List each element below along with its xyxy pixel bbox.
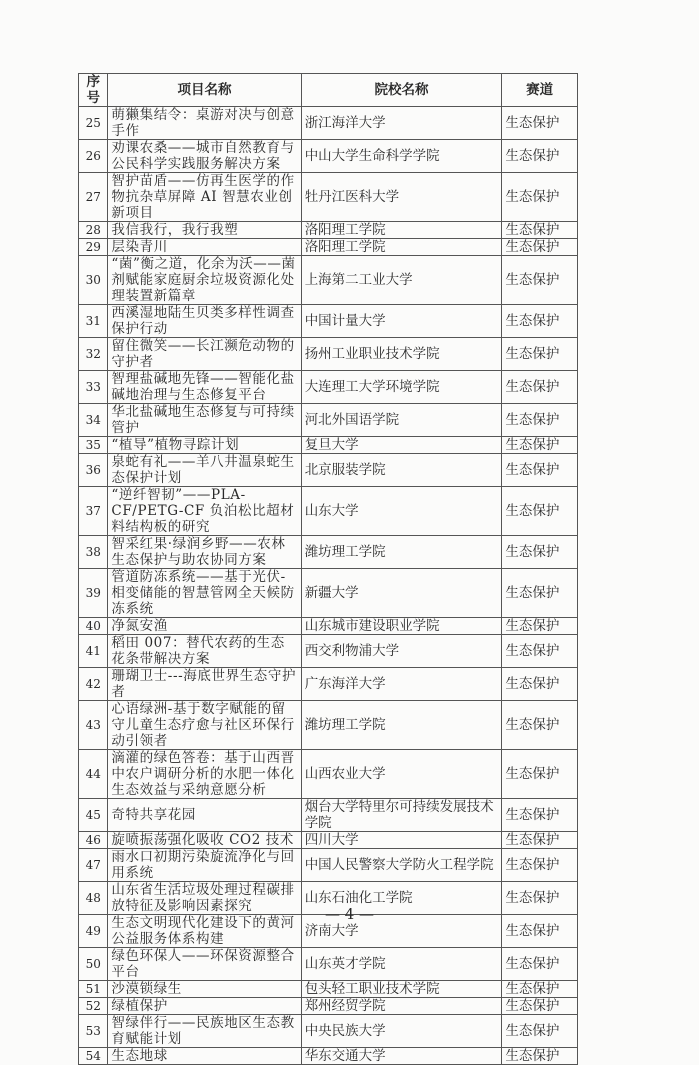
school-name: 山东城市建设职业学院	[301, 618, 502, 635]
row-index: 36	[79, 454, 108, 487]
school-name: 西交利物浦大学	[301, 635, 502, 668]
school-name: 潍坊理工学院	[301, 701, 502, 750]
school-name: 郑州经贸学院	[301, 998, 502, 1015]
project-name: 华北盐碱地生态修复与可持续管护	[108, 404, 301, 437]
track: 生态保护	[502, 569, 578, 618]
track: 生态保护	[502, 750, 578, 799]
table-row	[79, 849, 578, 882]
table-row	[79, 256, 578, 305]
project-name: 智采红果·绿润乡野——农林生态保护与助农协同方案	[108, 536, 301, 569]
header-project-name: 项目名称	[108, 74, 301, 107]
row-index: 42	[79, 668, 108, 701]
track: 生态保护	[502, 948, 578, 981]
project-name: 智理盐碱地先锋——智能化盐碱地治理与生态修复平台	[108, 371, 301, 404]
track: 生态保护	[502, 437, 578, 454]
project-name: 泉蛇有礼——羊八井温泉蛇生态保护计划	[108, 454, 301, 487]
track: 生态保护	[502, 173, 578, 222]
track: 生态保护	[502, 635, 578, 668]
school-name: 扬州工业职业技术学院	[301, 338, 502, 371]
table-row	[79, 981, 578, 998]
school-name: 烟台大学特里尔可持续发展技术学院	[301, 799, 502, 832]
school-name: 华东交通大学	[301, 1048, 502, 1065]
row-index: 48	[79, 882, 108, 915]
row-index: 33	[79, 371, 108, 404]
project-name: 绿植保护	[108, 998, 301, 1015]
row-index: 50	[79, 948, 108, 981]
track: 生态保护	[502, 1015, 578, 1048]
track: 生态保护	[502, 222, 578, 239]
project-name: “菌”衡之道，化余为沃——菌剂赋能家庭厨余垃圾资源化处理装置新篇章	[108, 256, 301, 305]
project-name: 沙漠锁绿生	[108, 981, 301, 998]
row-index: 34	[79, 404, 108, 437]
header-index: 序号	[79, 74, 108, 107]
school-name: 北京服装学院	[301, 454, 502, 487]
track: 生态保护	[502, 618, 578, 635]
school-name: 山西农业大学	[301, 750, 502, 799]
row-index: 41	[79, 635, 108, 668]
track: 生态保护	[502, 404, 578, 437]
track: 生态保护	[502, 981, 578, 998]
project-name: 萌獭集结令：桌游对决与创意手作	[108, 107, 301, 140]
track: 生态保护	[502, 668, 578, 701]
table-row	[79, 832, 578, 849]
school-name: 洛阳理工学院	[301, 222, 502, 239]
table-row	[79, 487, 578, 536]
table-row	[79, 948, 578, 981]
school-name: 中国人民警察大学防火工程学院	[301, 849, 502, 882]
row-index: 25	[79, 107, 108, 140]
table-row	[79, 569, 578, 618]
track: 生态保护	[502, 882, 578, 915]
table-row	[79, 239, 578, 256]
header-school-name: 院校名称	[301, 74, 502, 107]
project-name: 智绿伴行——民族地区生态教育赋能计划	[108, 1015, 301, 1048]
project-name: 珊瑚卫士---海底世界生态守护者	[108, 668, 301, 701]
row-index: 47	[79, 849, 108, 882]
project-name: “逆纤智韧”——PLA-CF/PETG-CF 负泊松比超材料结构板的研究	[108, 487, 301, 536]
row-index: 49	[79, 915, 108, 948]
track: 生态保护	[502, 1048, 578, 1065]
row-index: 28	[79, 222, 108, 239]
track: 生态保护	[502, 998, 578, 1015]
project-name: 留住微笑——长江濒危动物的守护者	[108, 338, 301, 371]
row-index: 37	[79, 487, 108, 536]
track: 生态保护	[502, 487, 578, 536]
school-name: 新疆大学	[301, 569, 502, 618]
project-name: 劝课农桑——城市自然教育与公民科学实践服务解决方案	[108, 140, 301, 173]
school-name: 山东石油化工学院	[301, 882, 502, 915]
project-name: 生态地球	[108, 1048, 301, 1065]
row-index: 39	[79, 569, 108, 618]
school-name: 上海第二工业大学	[301, 256, 502, 305]
row-index: 30	[79, 256, 108, 305]
table-row	[79, 1015, 578, 1048]
table-row	[79, 998, 578, 1015]
project-name: 生态文明现代化建设下的黄河公益服务体系构建	[108, 915, 301, 948]
table-row	[79, 107, 578, 140]
project-name: 心语绿洲-基于数字赋能的留守儿童生态疗愈与社区环保行动引领者	[108, 701, 301, 750]
project-name: 绿色环保人——环保资源整合平台	[108, 948, 301, 981]
row-index: 52	[79, 998, 108, 1015]
project-name: 西溪湿地陆生贝类多样性调查保护行动	[108, 305, 301, 338]
school-name: 包头轻工职业技术学院	[301, 981, 502, 998]
track: 生态保护	[502, 915, 578, 948]
table-row	[79, 668, 578, 701]
row-index: 32	[79, 338, 108, 371]
school-name: 中央民族大学	[301, 1015, 502, 1048]
project-name: 层染青川	[108, 239, 301, 256]
school-name: 大连理工大学环境学院	[301, 371, 502, 404]
track: 生态保护	[502, 256, 578, 305]
header-track: 赛道	[502, 74, 578, 107]
row-index: 54	[79, 1048, 108, 1065]
track: 生态保护	[502, 799, 578, 832]
row-index: 40	[79, 618, 108, 635]
page-number: — 4 —	[324, 905, 375, 923]
track: 生态保护	[502, 832, 578, 849]
project-name: 稻田 007：替代农药的生态花条带解决方案	[108, 635, 301, 668]
table-row	[79, 371, 578, 404]
row-index: 44	[79, 750, 108, 799]
row-index: 45	[79, 799, 108, 832]
project-name: 奇特共享花园	[108, 799, 301, 832]
school-name: 济南大学	[301, 915, 502, 948]
row-index: 31	[79, 305, 108, 338]
project-name: “植导”植物寻踪计划	[108, 437, 301, 454]
table-row	[79, 750, 578, 799]
table-row	[79, 701, 578, 750]
table-row	[79, 1048, 578, 1065]
row-index: 51	[79, 981, 108, 998]
table-row	[79, 338, 578, 371]
project-name: 管道防冻系统——基于光伏-相变储能的智慧管网全天候防冻系统	[108, 569, 301, 618]
table-row	[79, 437, 578, 454]
track: 生态保护	[502, 140, 578, 173]
project-name: 滴灌的绿色答卷：基于山西晋中农户调研分析的水肥一体化生态效益与采纳意愿分析	[108, 750, 301, 799]
school-name: 复旦大学	[301, 437, 502, 454]
school-name: 中山大学生命科学学院	[301, 140, 502, 173]
table-row	[79, 222, 578, 239]
table-row	[79, 536, 578, 569]
row-index: 38	[79, 536, 108, 569]
track: 生态保护	[502, 371, 578, 404]
school-name: 潍坊理工学院	[301, 536, 502, 569]
table-row	[79, 404, 578, 437]
project-name: 我信我行，我行我塑	[108, 222, 301, 239]
track: 生态保护	[502, 701, 578, 750]
row-index: 29	[79, 239, 108, 256]
table-row	[79, 635, 578, 668]
table-row	[79, 305, 578, 338]
school-name: 洛阳理工学院	[301, 239, 502, 256]
table-row	[79, 173, 578, 222]
row-index: 53	[79, 1015, 108, 1048]
row-index: 46	[79, 832, 108, 849]
track: 生态保护	[502, 107, 578, 140]
track: 生态保护	[502, 454, 578, 487]
table-header-row	[79, 74, 578, 107]
school-name: 山东大学	[301, 487, 502, 536]
track: 生态保护	[502, 338, 578, 371]
table-row	[79, 454, 578, 487]
school-name: 山东英才学院	[301, 948, 502, 981]
track: 生态保护	[502, 305, 578, 338]
project-name: 旋喷振荡强化吸收 CO2 技术	[108, 832, 301, 849]
school-name: 中国计量大学	[301, 305, 502, 338]
row-index: 35	[79, 437, 108, 454]
school-name: 牡丹江医科大学	[301, 173, 502, 222]
track: 生态保护	[502, 536, 578, 569]
table-row	[79, 618, 578, 635]
project-name: 山东省生活垃圾处理过程碳排放特征及影响因素探究	[108, 882, 301, 915]
track: 生态保护	[502, 849, 578, 882]
row-index: 43	[79, 701, 108, 750]
row-index: 26	[79, 140, 108, 173]
track: 生态保护	[502, 239, 578, 256]
row-index: 27	[79, 173, 108, 222]
project-name: 雨水口初期污染旋流净化与回用系统	[108, 849, 301, 882]
table-row	[79, 799, 578, 832]
table-row	[79, 140, 578, 173]
school-name: 浙江海洋大学	[301, 107, 502, 140]
project-name: 智护苗盾——仿再生医学的作物抗杂草屏障 AI 智慧农业创新项目	[108, 173, 301, 222]
school-name: 河北外国语学院	[301, 404, 502, 437]
school-name: 四川大学	[301, 832, 502, 849]
school-name: 广东海洋大学	[301, 668, 502, 701]
project-name: 净氮安渔	[108, 618, 301, 635]
